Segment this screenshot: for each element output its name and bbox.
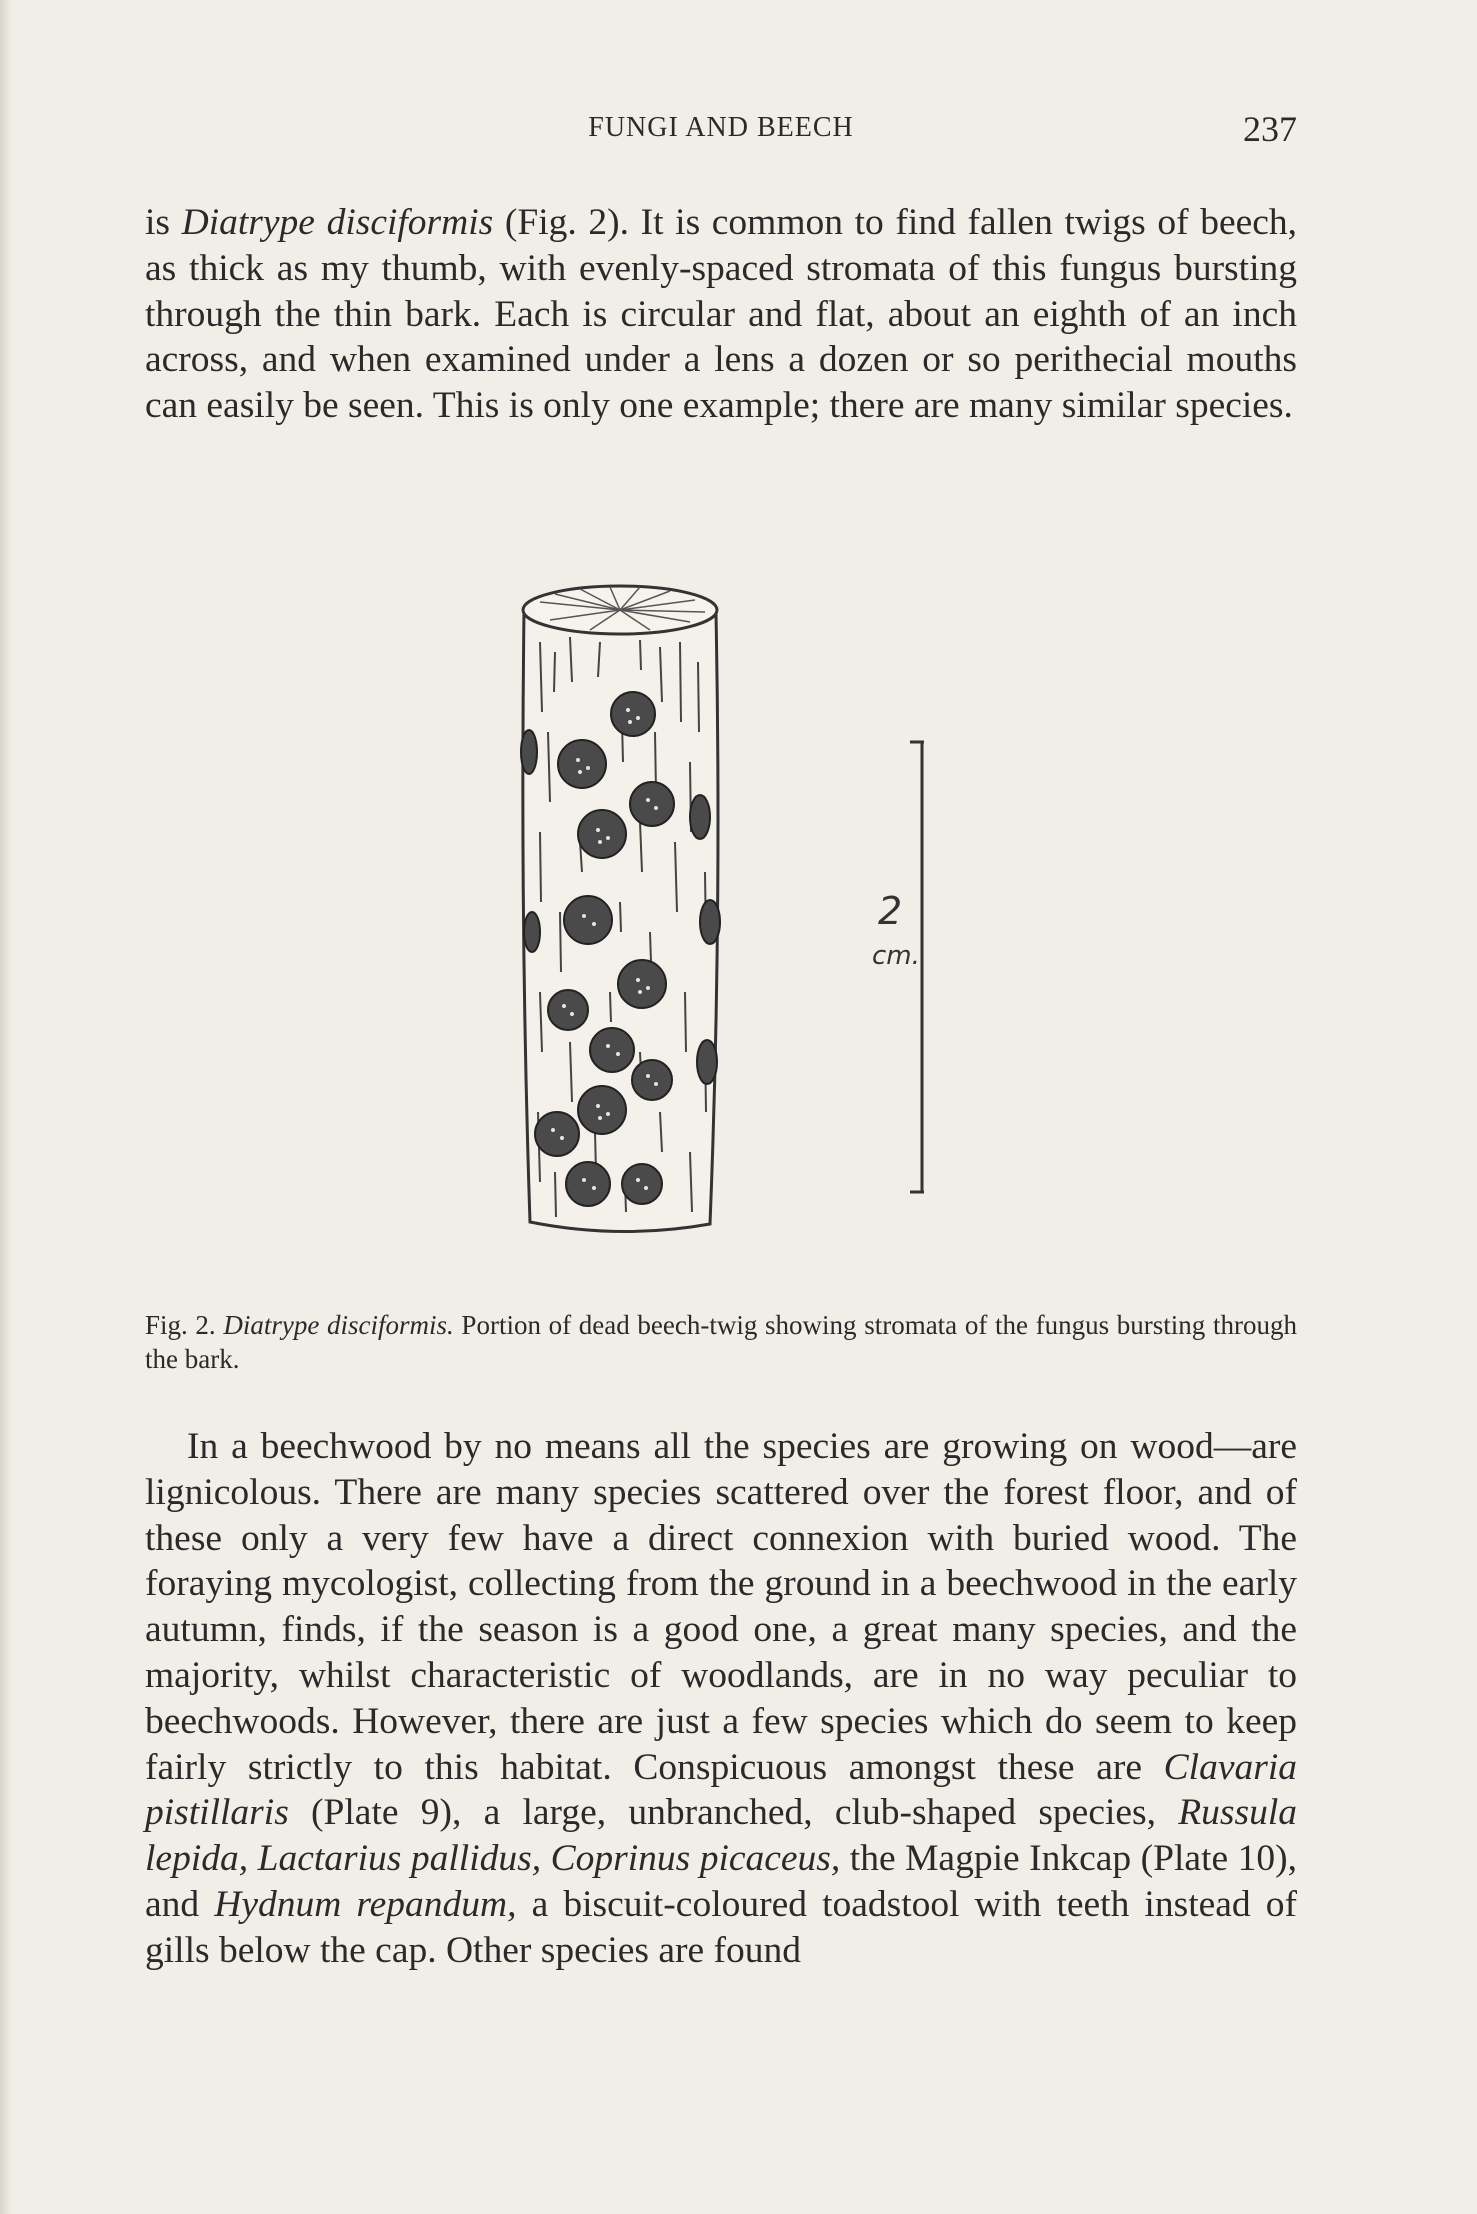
paragraph-2-text-1: In a beechwood by no means all the species are growing on wood—are lignicolous. There are many species scattered over the forest floor, and of these only a very few have a direct connexion with buried wood. The foraying mycologist, collecting from the ground in a beechwood in the early autumn, finds, if the season is a good one, a great many species, and the majority, whilst characteristic of woodlands, are in no way peculiar to beechwoods. However, there are just a few species which do seem to keep fairly strictly to this habitat. Conspicuous amongst these are <box>145 1426 1297 1788</box>
species-name: Russula lepida, Lactarius pallidus, Coprinus picaceus, <box>145 1792 1297 1880</box>
page-edge-shadow <box>0 0 12 2214</box>
page-header <box>145 108 1297 158</box>
paragraph-1-lead: is <box>145 202 182 243</box>
paragraph-1-text: (Fig. 2). It is common to find fallen twigs of beech, as thick as my thumb, with evenly-spaced stromata of this fungus bursting through the thin bark. Each is circular and flat, about an eighth of an inch across, and when examined under a lens a dozen or so perithecial mouths can easily be seen. This is only one example; there are many similar species. <box>145 202 1297 427</box>
paragraph-2-text-3: the Magpie Inkcap (Plate 10), and <box>145 1838 1297 1925</box>
paragraph-1 <box>145 200 1297 429</box>
stroma <box>524 912 540 952</box>
stroma <box>564 896 612 944</box>
paragraph-2-text-4: a biscuit-coloured toadstool with teeth instead of gills below the cap. Other species are found <box>145 1883 1297 1971</box>
page-number: 237 <box>1243 109 1297 149</box>
scale-unit: cm. <box>872 941 920 971</box>
stroma <box>566 1162 610 1206</box>
caption-label: Fig. 2. <box>145 1310 224 1340</box>
stroma <box>690 795 710 839</box>
stroma <box>535 1112 579 1156</box>
scale-value: 2 <box>878 889 903 933</box>
caption-text: Portion of dead beech-twig showing stromata of the fungus bursting through the bark. <box>145 1310 1297 1374</box>
running-head: FUNGI AND BEECH <box>588 112 854 143</box>
stroma <box>700 900 720 944</box>
paragraph-2 <box>145 1424 1297 1974</box>
species-name: Hydnum repandum, <box>214 1883 517 1925</box>
stroma <box>618 960 666 1008</box>
species-name: Diatrype disciformis <box>181 202 494 243</box>
stroma <box>548 990 588 1030</box>
caption-species: Diatrype disciformis. <box>223 1310 454 1340</box>
stroma <box>590 1028 634 1072</box>
stroma <box>611 692 655 736</box>
beech-twig-drawing <box>510 572 950 1272</box>
stroma <box>578 810 626 858</box>
stroma <box>558 740 606 788</box>
stroma <box>578 1086 626 1134</box>
figure-2-illustration <box>510 572 950 1272</box>
stroma <box>632 1060 672 1100</box>
stroma <box>630 782 674 826</box>
figure-caption <box>145 1308 1297 1376</box>
species-name: Clavaria pistillaris <box>145 1746 1297 1834</box>
stroma <box>622 1164 662 1204</box>
paragraph-2-text-2: (Plate 9), a large, unbranched, club-shaped species, <box>288 1792 1179 1834</box>
stroma <box>521 730 537 774</box>
stroma <box>697 1040 717 1084</box>
